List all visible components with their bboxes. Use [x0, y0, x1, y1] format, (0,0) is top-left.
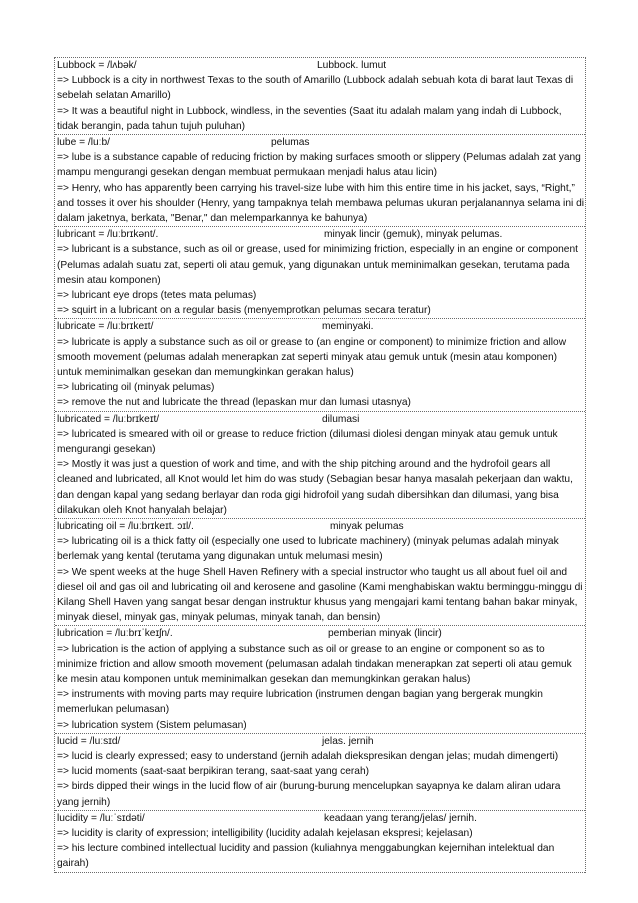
dictionary-entry: [55, 319, 585, 411]
entry-term: lubrication = /luːbrɪˈkeɪʃn/.: [57, 628, 173, 640]
entry-line: => lucid moments (saat-saat berpikiran terang, saat-saat yang cerah): [57, 766, 370, 778]
entry-term: lubricating oil = /luːbrɪkeɪt. ɔɪl/.: [57, 521, 194, 533]
entry-line: => instruments with moving parts may require lubrication (instrumen dengan bagian yang bergerak mungkin memerlukan pelumasan): [57, 689, 543, 716]
entry-term: lucidity = /luːˈsɪdəti/: [57, 812, 145, 824]
entry-header: [57, 519, 584, 534]
entry-header: [57, 319, 584, 334]
entry-term: lubricant = /luːbrɪkənt/.: [57, 229, 159, 241]
entry-translation: jelas. jernih: [322, 735, 374, 747]
dictionary-entry: [55, 519, 585, 626]
dictionary-entry: [55, 58, 585, 135]
dictionary-entry: [55, 811, 585, 873]
entry-term: Lubbock = /lʌbək/: [57, 60, 137, 71]
entry-term: lucid = /luːsɪd/: [57, 735, 121, 747]
entry-line: => It was a beautiful night in Lubbock, windless, in the seventies (Saat itu adalah malam yang indah di Lubbock, tidak berangin, pada tahun tujuh puluhan): [57, 105, 562, 132]
entry-line: => lube is a substance capable of reducing friction by making surfaces smooth or slippery (Pelumas adalah zat yang mampu mengurangi gesekan dengan membuat permukaan menjadi halus atau licin): [57, 152, 581, 179]
entry-translation: minyak lincir (gemuk), minyak pelumas.: [324, 229, 503, 241]
entry-line: => lubricant is a substance, such as oil or grease, used for minimizing friction, especially in an engine or component (Pelumas adalah suatu zat, seperti oli atau gemuk, yang digunakan untuk meminimalkan gesekan, terutama pada mesin atau komponen): [57, 244, 578, 286]
entry-translation: meminyaki.: [322, 321, 374, 333]
entry-translation: keadaan yang terang/jelas/ jernih.: [324, 812, 477, 824]
entry-line: => Lubbock is a city in northwest Texas to the south of Amarillo (Lubbock adalah sebuah kota di barat laut Texas di sebelah selatan Amarillo): [57, 75, 574, 102]
entry-line: => his lecture combined intellectual lucidity and passion (kuliahnya menggabungkan kejernihan intelektual dan gairah): [57, 843, 555, 870]
entry-line: => lucidity is clarity of expression; intelligibility (lucidity adalah kejelasan ekspresi; kejelasan): [57, 828, 473, 840]
entry-term: lubricated = /luːbrɪkeɪt/: [57, 413, 160, 425]
entry-line: => birds dipped their wings in the lucid flow of air (burung-burung mencelupkan sayapnya ke dalam aliran udara yang jernih): [57, 781, 561, 808]
entry-line: => lubrication system (Sistem pelumasan): [57, 719, 247, 731]
entry-line: => lubricating oil is a thick fatty oil (especially one used to lubricate machinery) (minyak pelumas adalah minyak berlemak yang kental (terutama yang digunakan untuk melumasi mesin): [57, 536, 559, 563]
entry-translation: minyak pelumas: [330, 521, 404, 533]
entry-line: => lubricated is smeared with oil or grease to reduce friction (dilumasi diolesi dengan minyak atau gemuk untuk mengurangi gesekan): [57, 428, 558, 455]
dictionary-entry: [55, 734, 585, 811]
entry-line: => We spent weeks at the huge Shell Haven Refinery with a special instructor who taught us all about fuel oil and diesel oil and gas oil and lubricating oil and kerosene and gasoline (Kami menghabiskan waktu berminggu-minggu di Kilang Shell Haven yang sangat besar dengan instruktur khusus yang mengajari kami tentang bahan bakar minyak, minyak diesel, minyak gas, minyak pelumas, minyak tanah, dan bensin): [57, 566, 583, 624]
entry-term: lube = /luːb/: [57, 137, 110, 148]
dictionary-entry: [55, 135, 585, 227]
entry-header: [57, 412, 584, 427]
entry-header: [57, 227, 584, 242]
entry-line: => Henry, who has apparently been carrying his travel-size lube with him this entire time in his jacket, says, “Right,” and tosses it over his shoulder (Henry, yang tampaknya telah membawa pelumas ukuran perjalanannya selama ini di dalam jaketnya, berkata, "Benar," dan melemparkannya ke bahunya): [57, 182, 585, 224]
dictionary-entries: [54, 57, 586, 873]
entry-translation: pelumas: [271, 137, 310, 148]
entry-translation: dilumasi: [322, 413, 360, 425]
entry-line: => squirt in a lubricant on a regular basis (menyemprotkan pelumas secara teratur): [57, 305, 431, 317]
dictionary-entry: [55, 227, 585, 319]
entry-line: => remove the nut and lubricate the thread (lepaskan mur dan lumasi utasnya): [57, 397, 411, 409]
entry-line: => lubricating oil (minyak pelumas): [57, 382, 215, 394]
entry-header: [57, 811, 584, 826]
entry-header: [57, 734, 584, 749]
entry-term: lubricate = /luːbrɪkeɪt/: [57, 321, 154, 333]
entry-header: [57, 135, 584, 150]
dictionary-entry: [55, 626, 585, 733]
entry-translation: pemberian minyak (lincir): [328, 628, 442, 640]
entry-translation: Lubbock. lumut: [317, 60, 387, 71]
entry-line: => Mostly it was just a question of work and time, and with the ship pitching around and the hydrofoil gears all cleaned and lubricated, all Knot would let him do was study (Sebagian besar hanya masalah pekerjaan dan waktu, dan dengan kapal yang sedang berlayar dan roda gigi hidrofoil yang sudah dibersihkan dan dilumasi, yang bisa dilakukan oleh Knot hanyalah belajar): [57, 459, 573, 516]
entry-line: => lubricate is apply a substance such as oil or grease to (an engine or component) to minimize friction and allow smooth movement (pelumas adalah menerapkan zat seperti minyak atau gemuk untuk (mesin atau komponen) untuk meminimalkan gesekan dan memungkinkan gerakan halus): [57, 336, 567, 378]
entry-header: [57, 626, 584, 641]
entry-line: => lucid is clearly expressed; easy to understand (jernih adalah diekspresikan dengan jelas; mudah dimengerti): [57, 751, 559, 763]
entry-line: => lubricant eye drops (tetes mata pelumas): [57, 290, 257, 301]
entry-header: [57, 58, 584, 73]
entry-line: => lubrication is the action of applying a substance such as oil or grease to an engine or component so as to minimize friction and allow smooth movement (pelumasan adalah tindakan menerapkan zat seperti oli atau gemuk ke mesin atau komponen untuk meminimalkan gesekan dan memungkinkan gerakan halus): [57, 643, 572, 686]
dictionary-entry: [55, 412, 585, 519]
